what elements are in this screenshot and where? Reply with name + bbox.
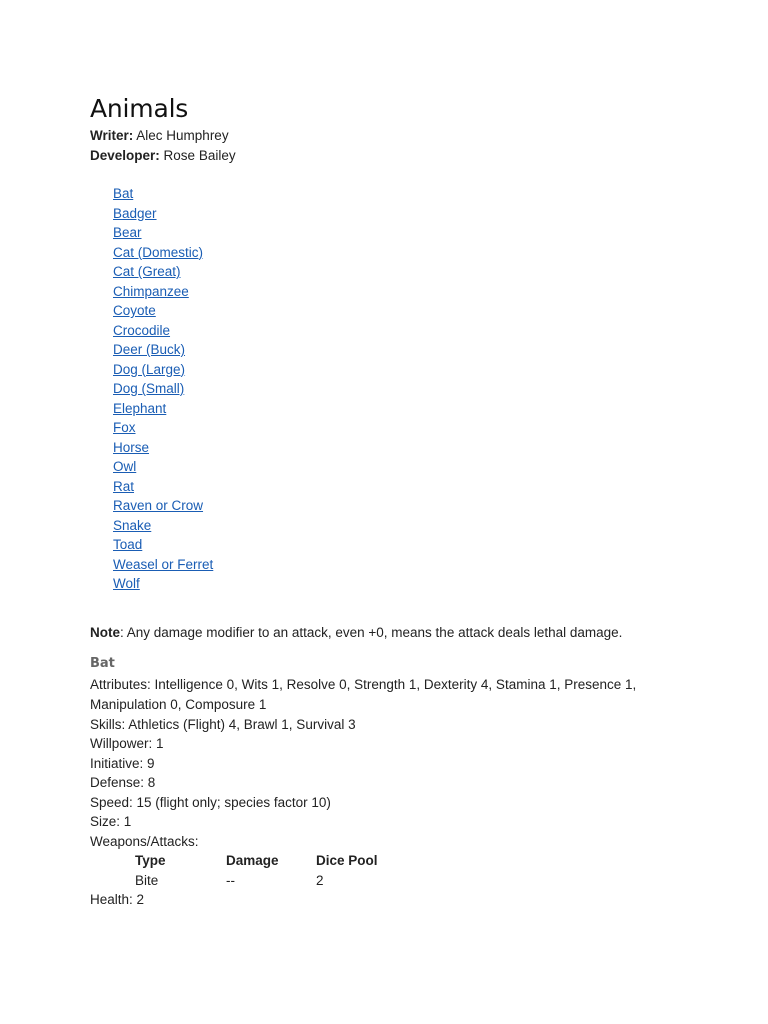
- toc-item-raven-or-crow: [113, 496, 690, 516]
- weapons-cell-dice-pool: 2: [316, 872, 324, 888]
- toc-link-bear[interactable]: Bear: [113, 225, 142, 240]
- toc-item-bat: [113, 184, 690, 204]
- writer-credit: [90, 126, 690, 146]
- toc-link-bat[interactable]: Bat: [113, 186, 134, 201]
- bat-section: [90, 653, 690, 910]
- weapons-header-dice-pool: Dice Pool: [316, 853, 378, 869]
- toc-link-cat-domestic[interactable]: Cat (Domestic): [113, 244, 204, 260]
- bat-skills: Skills: Athletics (Flight) 4, Brawl 1, Survival 3: [90, 716, 356, 732]
- toc-link-deer-buck[interactable]: Deer (Buck): [113, 342, 186, 357]
- bat-health: Health: 2: [90, 892, 145, 907]
- toc-link-raven-or-crow[interactable]: Raven or Crow: [113, 498, 204, 513]
- toc-link-weasel-or-ferret[interactable]: Weasel or Ferret: [113, 556, 214, 572]
- table-of-contents: [113, 184, 690, 594]
- writer-label: Writer:: [90, 128, 134, 143]
- bat-attributes: Attributes: Intelligence 0, Wits 1, Resolve 0, Strength 1, Dexterity 4, Stamina 1, Presence 1, Manipulation 0, Composure 1: [90, 676, 637, 712]
- toc-link-badger[interactable]: Badger: [113, 205, 157, 221]
- damage-note: [90, 623, 690, 643]
- toc-link-owl[interactable]: Owl: [113, 459, 137, 474]
- toc-item-coyote: [113, 301, 690, 321]
- toc-link-fox[interactable]: Fox: [113, 420, 136, 435]
- toc-link-rat[interactable]: Rat: [113, 478, 135, 494]
- bat-weapons-table: [135, 851, 416, 890]
- toc-item-horse: [113, 438, 690, 458]
- toc-link-horse[interactable]: Horse: [113, 439, 150, 455]
- toc-link-toad[interactable]: Toad: [113, 537, 143, 552]
- bat-weapons-label: Weapons/Attacks:: [90, 833, 199, 849]
- toc-link-coyote[interactable]: Coyote: [113, 303, 156, 318]
- note-label: Note: [90, 624, 120, 640]
- page-title: Animals: [90, 94, 189, 123]
- toc-link-wolf[interactable]: Wolf: [113, 576, 140, 591]
- toc-link-dog-large[interactable]: Dog (Large): [113, 361, 186, 377]
- bat-initiative: Initiative: 9: [90, 755, 155, 771]
- toc-item-cat-great: [113, 262, 690, 282]
- bat-speed: Speed: 15 (flight only; species factor 10): [90, 794, 331, 810]
- toc-item-wolf: [113, 574, 690, 594]
- toc-item-chimpanzee: [113, 282, 690, 302]
- toc-item-owl: [113, 457, 690, 477]
- toc-item-elephant: [113, 399, 690, 419]
- toc-link-chimpanzee[interactable]: Chimpanzee: [113, 283, 189, 299]
- weapons-header-type: Type: [135, 853, 166, 869]
- document-page: [90, 92, 690, 910]
- weapons-cell-damage: --: [226, 872, 235, 888]
- table-row: [135, 871, 416, 891]
- developer-label: Developer:: [90, 148, 160, 163]
- toc-link-elephant[interactable]: Elephant: [113, 400, 167, 416]
- bat-willpower: Willpower: 1: [90, 736, 164, 751]
- toc-link-dog-small[interactable]: Dog (Small): [113, 381, 185, 396]
- toc-item-weasel-or-ferret: [113, 555, 690, 575]
- toc-item-snake: [113, 516, 690, 536]
- toc-item-deer-buck: [113, 340, 690, 360]
- toc-link-snake[interactable]: Snake: [113, 517, 152, 533]
- toc-item-toad: [113, 535, 690, 555]
- toc-item-fox: [113, 418, 690, 438]
- weapons-header-damage: Damage: [226, 853, 279, 869]
- toc-item-dog-large: [113, 360, 690, 380]
- developer-name: Rose Bailey: [163, 148, 236, 163]
- bat-size: Size: 1: [90, 814, 132, 829]
- toc-item-dog-small: [113, 379, 690, 399]
- weapons-header-row: [135, 851, 416, 871]
- bat-defense: Defense: 8: [90, 775, 156, 790]
- weapons-cell-type: Bite: [135, 872, 159, 888]
- writer-name: Alec Humphrey: [136, 128, 229, 143]
- bat-heading: Bat: [90, 655, 115, 671]
- toc-item-rat: [113, 477, 690, 497]
- toc-item-crocodile: [113, 321, 690, 341]
- toc-item-bear: [113, 223, 690, 243]
- toc-link-cat-great[interactable]: Cat (Great): [113, 264, 181, 279]
- toc-link-crocodile[interactable]: Crocodile: [113, 322, 171, 338]
- toc-item-badger: [113, 204, 690, 224]
- developer-credit: [90, 146, 690, 166]
- note-text: : Any damage modifier to an attack, even +0, means the attack deals lethal damage.: [120, 624, 623, 640]
- toc-item-cat-domestic: [113, 243, 690, 263]
